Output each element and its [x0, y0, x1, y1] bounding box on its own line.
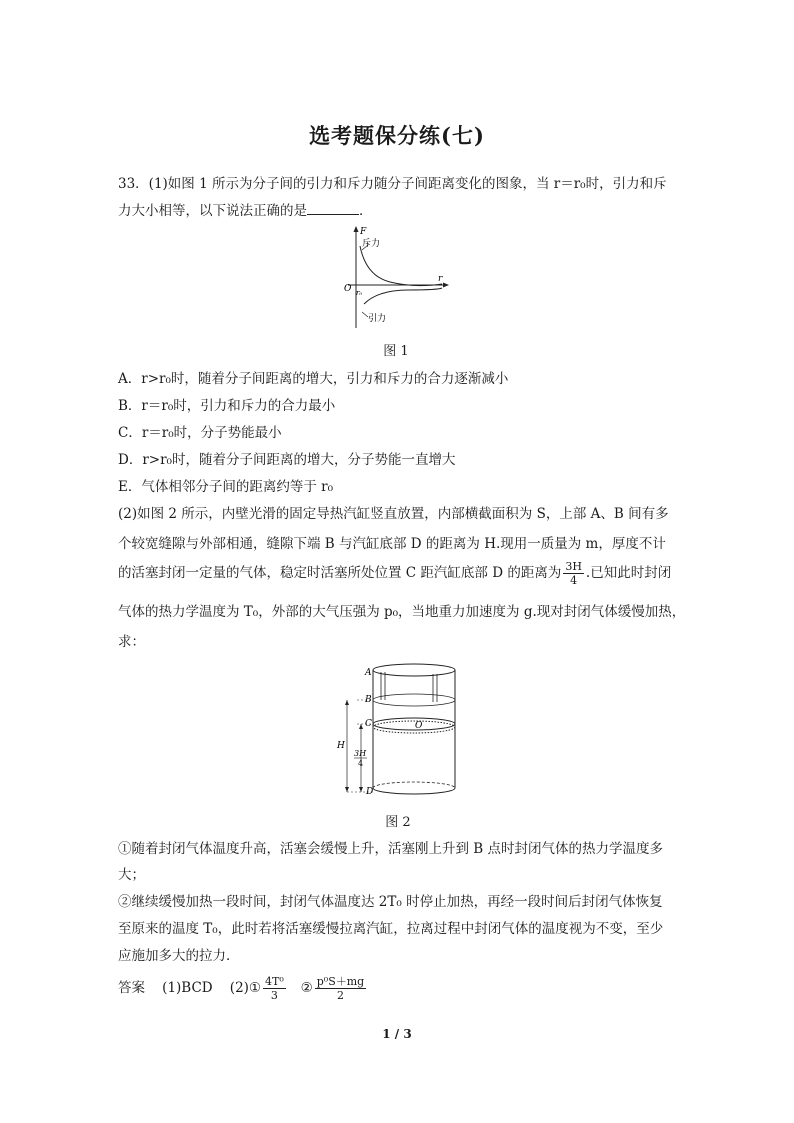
- figure-1-caption: 图 1: [383, 344, 409, 359]
- repulsion-label: 斥力: [362, 239, 381, 249]
- label-c: C: [365, 719, 372, 729]
- answer-part2-second-prefix: ②: [300, 980, 313, 996]
- question-33-part2-line2: 个较宽缝隙与外部相通，缝隙下端 B 与汽缸底部 D 的距离为 H.现用一质量为 m，厚度不计: [118, 536, 666, 552]
- label-4: 4: [358, 759, 364, 768]
- answer-blank: [307, 202, 359, 215]
- question-33-part1-line2: [118, 199, 373, 219]
- fraction-denominator: 3: [270, 989, 278, 1002]
- label-3h: 3H: [354, 749, 367, 758]
- r0-label: r₀: [356, 289, 363, 297]
- question-text: 的活塞封闭一定量的气体，稳定时活塞所处位置 C 距汽缸底部 D 的距离为: [118, 565, 562, 581]
- sub-question-1-line1: ①随着封闭气体温度升高，活塞会缓慢上升，活塞刚上升到 B 点时封闭气体的热力学温度多: [118, 841, 664, 857]
- fraction-numerator: 4T⁰: [265, 975, 284, 988]
- question-33-part1-line1: 33．(1)如图 1 所示为分子间的引力和斥力随分子间距离变化的图象，当 r＝r₀时，引力和斥: [118, 176, 667, 192]
- label-o: O: [415, 721, 423, 731]
- label-a: A: [365, 668, 372, 678]
- question-text: 力大小相等，以下说法正确的是: [118, 203, 307, 219]
- option-b: B．r＝r₀时，引力和斥力的合力最小: [118, 398, 336, 414]
- answer-fraction-1: [263, 975, 286, 1002]
- answer-part1: (1)BCD: [162, 980, 213, 996]
- label-d: D: [366, 787, 374, 797]
- axis-f-label: F: [360, 227, 367, 237]
- fraction-numerator: 3H: [565, 560, 582, 573]
- attraction-curve: [364, 288, 442, 304]
- question-text-end: ．: [359, 203, 373, 219]
- page-number: 1 / 3: [382, 1027, 412, 1041]
- answer-label: 答案: [118, 980, 145, 996]
- page-title: 选考题保分练(七): [309, 123, 485, 148]
- label-b: B: [365, 695, 372, 705]
- figure-2-cylinder: [335, 660, 465, 800]
- question-33-part2-line3: [118, 560, 671, 587]
- sub-question-2-line3: 应施加多大的拉力．: [118, 948, 240, 964]
- question-33-part2-line5: 求：: [118, 634, 145, 650]
- answer-fraction-2: [315, 975, 366, 1002]
- fraction-numerator: p⁰S＋mg: [316, 975, 365, 988]
- repulsion-curve: [360, 246, 442, 286]
- fraction-denominator: 2: [337, 989, 344, 1002]
- option-e: E．气体相邻分子间的距离约等于 r₀: [118, 479, 334, 495]
- question-33-part2-line4: 气体的热力学温度为 T₀，外部的大气压强为 p₀，当地重力加速度为 g.现对封闭气体缓慢加热，: [118, 604, 686, 620]
- option-d: D．r>r₀时，随着分子间距离的增大，分子势能一直增大: [118, 452, 456, 468]
- origin-label: O: [344, 284, 352, 294]
- figure-1-force-graph: [338, 224, 450, 332]
- figure-2-caption: 图 2: [385, 815, 411, 830]
- sub-question-2-line1: ②继续缓慢加热一段时间，封闭气体温度达 2T₀ 时停止加热，再经一段时间后封闭气体恢复: [118, 894, 663, 910]
- axis-r-label: r: [438, 274, 443, 284]
- fraction-denominator: 4: [570, 574, 578, 587]
- fraction-3h-over-4: [563, 560, 584, 587]
- answer-part2-prefix: (2)①: [229, 980, 262, 996]
- attraction-label: 引力: [368, 314, 387, 324]
- question-text: .已知此时封闭: [585, 565, 672, 581]
- label-h: H: [337, 741, 345, 751]
- sub-question-2-line2: 至原来的温度 T₀，此时若将活塞缓慢拉离汽缸，拉离过程中封闭气体的温度视为不变，至少: [118, 921, 664, 937]
- option-a: A．r>r₀时，随着分子间距离的增大，引力和斥力的合力逐渐减小: [118, 371, 509, 387]
- option-c: C．r＝r₀时，分子势能最小: [118, 425, 282, 441]
- answer-line: [118, 975, 368, 1002]
- question-33-part2-line1: (2)如图 2 所示，内壁光滑的固定导热汽缸竖直放置，内部横截面积为 S，上部 A、B 间有多: [118, 506, 669, 522]
- sub-question-1-line2: 大；: [118, 867, 145, 883]
